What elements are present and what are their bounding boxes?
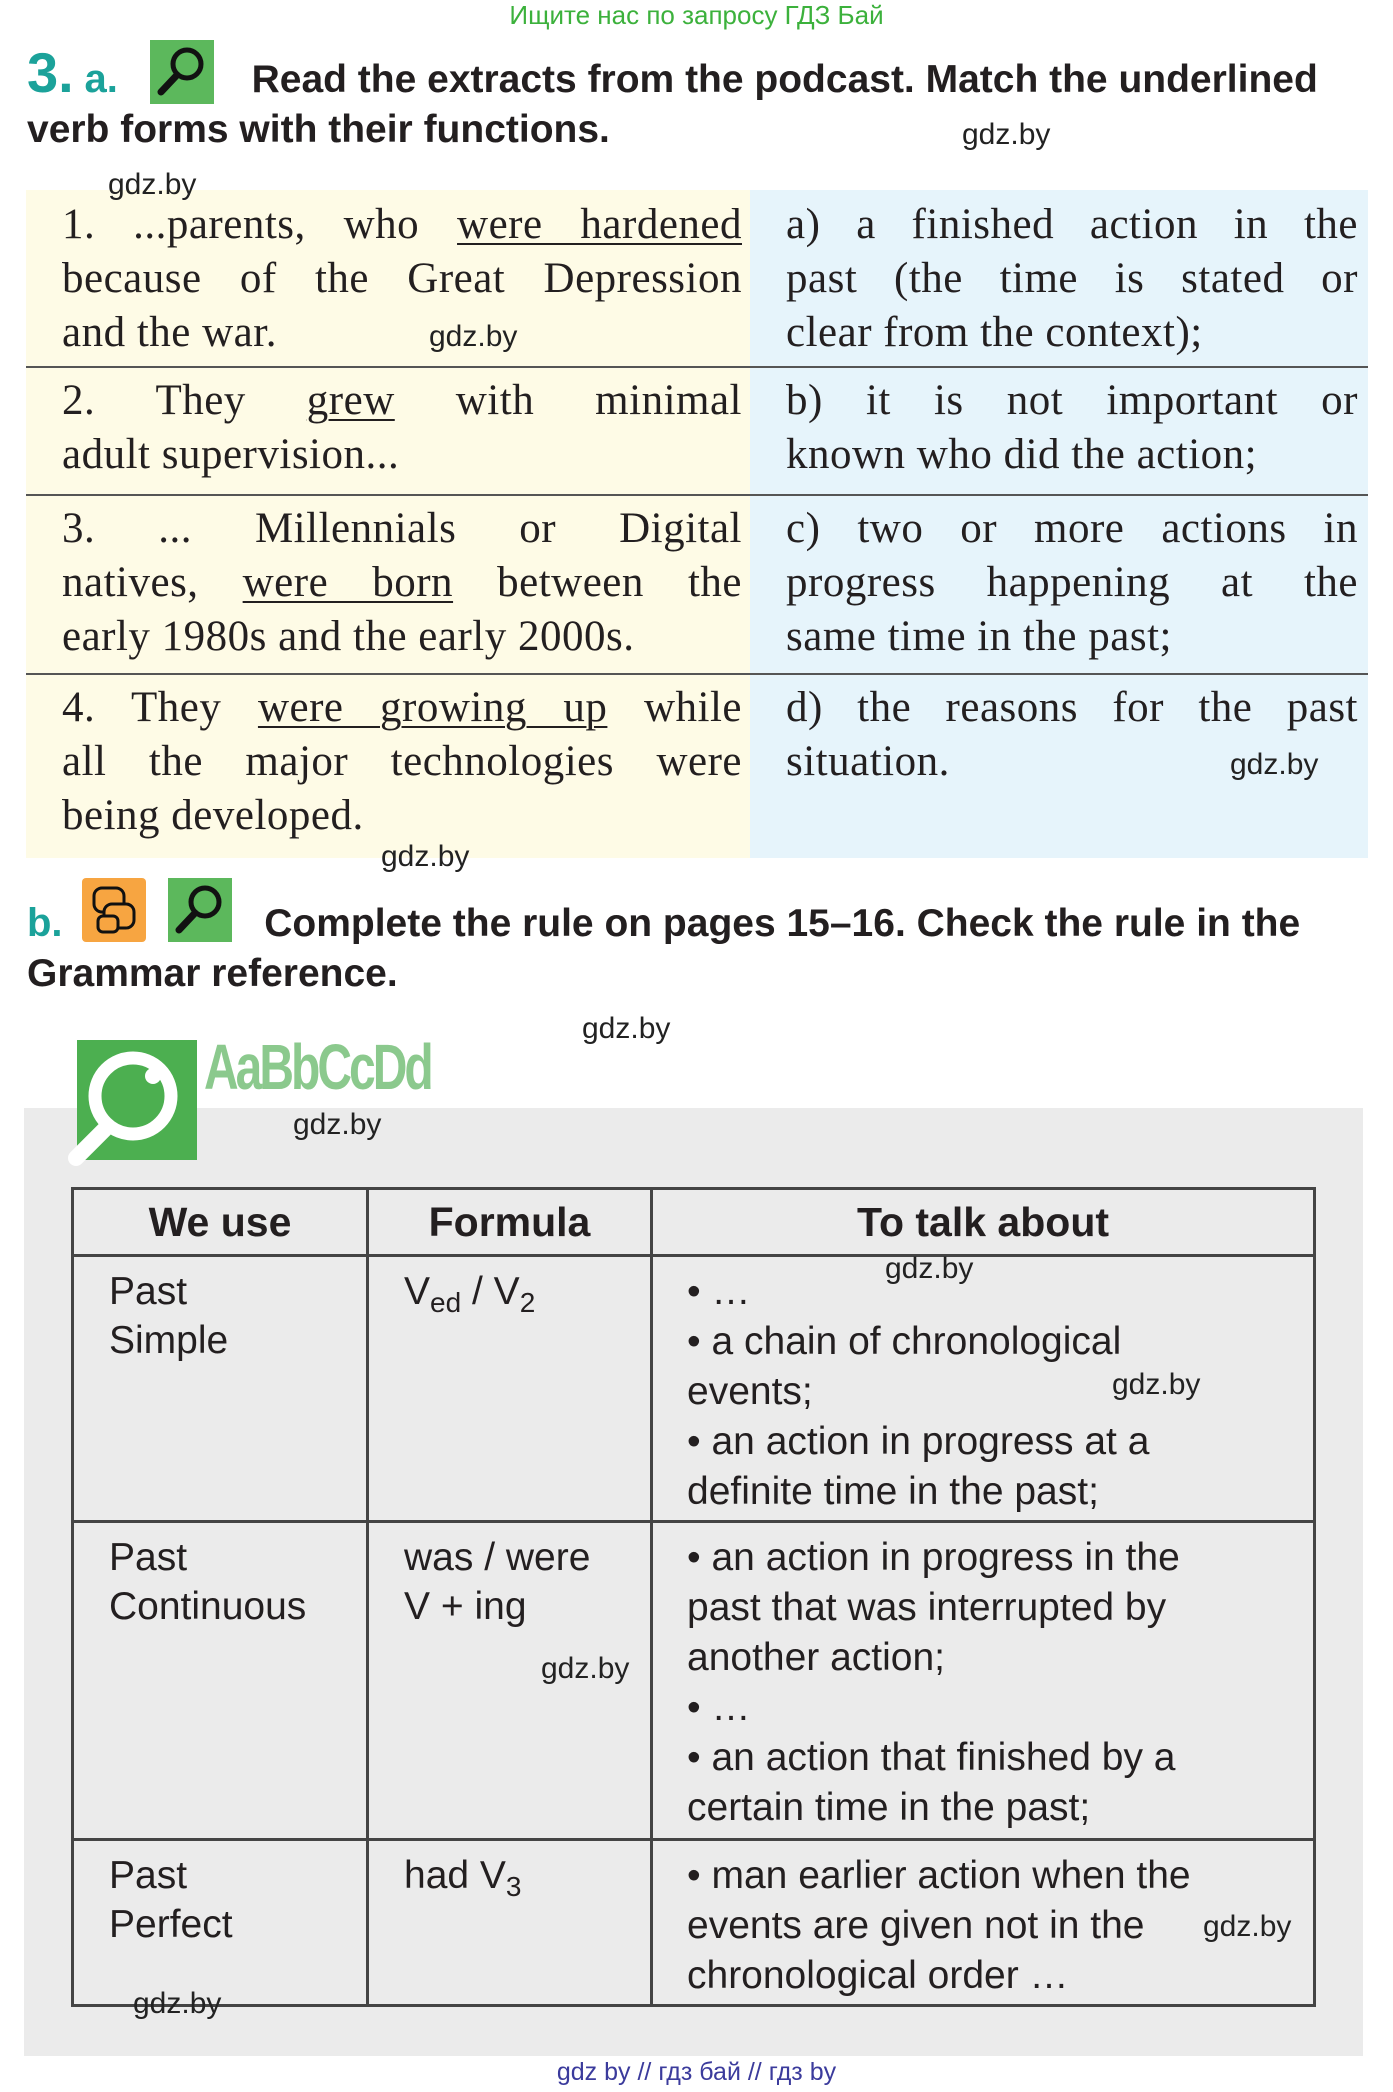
about-cell <box>652 1522 1315 1840</box>
top-note: Ищите нас по запросу ГДЗ Бай <box>509 0 884 30</box>
about-line: • a chain of chronological <box>687 1320 1122 1363</box>
underlined-verb: grew <box>306 377 395 424</box>
task-b-title-line2: Grammar reference. <box>27 952 398 995</box>
about-line: another action; <box>687 1636 946 1679</box>
task-number: 3. <box>27 41 74 104</box>
about-line: past that was interrupted by <box>687 1586 1167 1629</box>
grammar-table <box>71 1187 1316 2007</box>
about-cell <box>652 1256 1315 1522</box>
task-3a-title-line1: Read the extracts from the podcast. Match the underlined <box>251 58 1318 101</box>
watermark: gdz.by <box>582 1012 671 1045</box>
extract-item: 2. They grew with minimal adult supervision... <box>62 377 742 478</box>
function-item: b) it is not important or known who did the action; <box>786 377 1358 478</box>
extracts-table <box>26 190 1368 858</box>
bottom-note: gdz by // гдз бай // гдз by <box>556 2058 837 2086</box>
group-work-icon <box>82 878 146 942</box>
watermark: gdz.by <box>1112 1368 1201 1401</box>
grammar-header-row <box>73 1189 1315 1256</box>
underlined-verb: were hardened <box>457 201 742 248</box>
watermark: gdz.by <box>1230 748 1319 781</box>
about-line: • an action in progress in the <box>687 1536 1180 1579</box>
extract-item: 3. ... Millennials or Digital natives, were born between the early 1980s and the early 2000s. <box>62 505 742 660</box>
watermark: gdz.by <box>293 1108 382 1141</box>
about-line: definite time in the past; <box>687 1470 1099 1513</box>
about-line: • an action that finished by a <box>687 1736 1176 1779</box>
table-row <box>73 1840 1315 2006</box>
about-line: chronological order … <box>687 1954 1069 1997</box>
watermark: gdz.by <box>1203 1910 1292 1943</box>
formula-cell: had $V_3$ <box>368 1840 652 2006</box>
task-3a-title-line2: verb forms with their functions. <box>27 108 610 151</box>
magnifier-icon <box>150 40 214 104</box>
underlined-verb: were growing up <box>257 684 608 731</box>
about-line: • … <box>687 1270 751 1313</box>
task-letter-a: a. <box>84 57 118 101</box>
watermark: gdz.by <box>429 320 518 353</box>
watermark: gdz.by <box>541 1652 630 1685</box>
watermark: gdz.by <box>108 168 197 201</box>
header-we-use: We use <box>73 1189 368 1256</box>
about-line: • man earlier action when the <box>687 1854 1191 1897</box>
header-formula: Formula <box>368 1189 652 1256</box>
watermark: gdz.by <box>381 840 470 873</box>
tense-cell: Past Continuous <box>73 1522 368 1840</box>
logo-text: AaBbCcDd <box>204 1031 431 1103</box>
task-letter-b: b. <box>27 901 63 945</box>
function-item: c) two or more actions in progress happening at the same time in the past; <box>786 505 1358 660</box>
extract-item: 1. ...parents, who were hardened because of the Great Depression and the war. <box>62 201 742 356</box>
about-line: events; <box>687 1370 813 1413</box>
about-line: certain time in the past; <box>687 1786 1091 1829</box>
formula-cell: $V_{ed} / V_2$ <box>368 1256 652 1522</box>
tense-cell: Past Simple <box>73 1256 368 1522</box>
watermark: gdz.by <box>962 118 1051 151</box>
header-to-talk-about: To talk about <box>652 1189 1315 1256</box>
watermark: gdz.by <box>885 1252 974 1285</box>
about-line: • an action in progress at a <box>687 1420 1150 1463</box>
formula-cell: was / were V + ing <box>368 1522 652 1840</box>
function-item: d) the reasons for the past situation. <box>786 684 1358 785</box>
task-b-title-line1: Complete the rule on pages 15–16. Check the rule in the <box>264 902 1301 945</box>
about-line: events are given not in the <box>687 1904 1145 1947</box>
watermark: gdz.by <box>133 1987 222 2020</box>
underlined-verb: were born <box>242 559 454 606</box>
function-item: a) a finished action in the past (the time is stated or clear from the context); <box>786 201 1358 356</box>
extract-item: 4. They were growing up while all the major technologies were being developed. <box>62 684 742 839</box>
about-line: • … <box>687 1686 751 1729</box>
tense-cell: Past Perfect <box>73 1840 368 2006</box>
table-row <box>73 1522 1315 1840</box>
task-3a-heading <box>27 41 1372 155</box>
magnifier-icon <box>168 878 232 942</box>
